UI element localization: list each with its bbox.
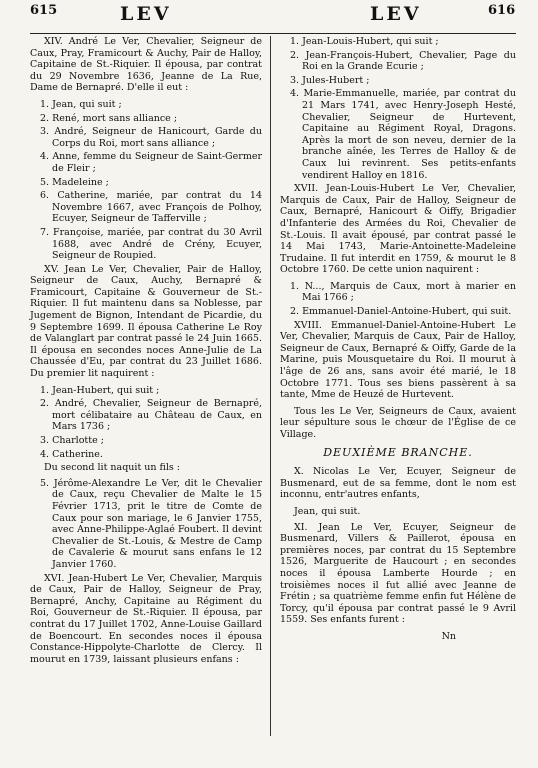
right-column-sub-0: 1. Jean-Louis-Hubert, qui suit ;	[290, 36, 439, 47]
right-column-para-12: XI. Jean Le Ver, Ecuyer, Seigneur de Busmenard, Villers & Paillerot, épousa en premières noces, par contrat du 15 Septembre 1526, Marguerite de Haucourt ; en secondes noces il épousa Lamberte Hourde ; en troisièmes noces il fut allié avec Jeanne de Frétin ; sa quatrième femme enfin fut Hélène de Torcy, qu'il épousa par contrat passé le 9 Avril 1559. Ses enfants furent :	[280, 521, 516, 626]
left-column-sub-6: 6. Catherine, mariée, par contrat du 14 Novembre 1667, avec François de Polhoy, Ecuyer, Seigneur de Tafferville ;	[40, 190, 262, 225]
right-column-sub-1: 2. Jean-François-Hubert, Chevalier, Page du Roi en la Grande Ecurie ;	[290, 49, 516, 73]
left-column-sub-1: 1. Jean, qui suit ;	[40, 98, 122, 110]
left-column-sub-14: 5. Jérôme-Alexandre Le Ver, dit le Chevalier de Caux, reçu Chevalier de Malte le 15 Février 1713, prit le titre de Comte de Caux pour son mariage, le 6 Janvier 1755, avec Anne-Philippe-Aglaé Foubert. Il devint Chevalier de St.-Louis, & Mestre de Camp de Cavalerie & mourut sans enfans le 12 Janvier 1760.	[40, 477, 262, 570]
left-column-plain-13: Du second lit naquit un fils :	[44, 462, 181, 474]
left-page-number: 615	[30, 3, 58, 18]
right-column-catch-13: Nn	[441, 630, 456, 642]
left-running-head: LEV	[120, 3, 172, 25]
left-column-para-0: XIV. André Le Ver, Chevalier, Seigneur de Caux, Pray, Framicourt & Auchy, Pair de Halloy, Capitaine de St.-Riquier. Il épousa, par contrat du 29 Novembre 1636, Jeanne de La Rue, Dame de Bernapré. D'elle il eut :	[30, 36, 262, 94]
left-column-para-15: XVI. Jean-Hubert Le Ver, Chevalier, Marquis de Caux, Pair de Halloy, Seigneur de Pray, Bernapré, Anchy, Capitaine au Régiment du Roi, Gouverneur de St.-Riquier. Il épousa, par contrat du 17 Juillet 1702, Anne-Louise Gaillard de Boencourt. En secondes noces il épousa Constance-Hippolyte-Charlotte de Clercy. Il mourut en 1739, laissant plusieurs enfans :	[30, 572, 262, 665]
left-column-sub-10: 2. André, Chevalier, Seigneur de Bernapré, mort célibataire au Château de Caux, en Mars 1736 ;	[40, 398, 262, 433]
right-column-branch-9: DEUXIÈME BRANCHE.	[323, 445, 473, 459]
left-column-sub-4: 4. Anne, femme du Seigneur de Saint-Germer de Fleir ;	[40, 151, 262, 174]
right-column-sub-6: 2. Emmanuel-Daniel-Antoine-Hubert, qui suit.	[290, 306, 512, 318]
right-column-para-8: Tous les Le Ver, Seigneurs de Caux, avaient leur sépulture sous le chœur de l'Église de ce Village.	[280, 405, 516, 440]
right-running-head: LEV	[370, 3, 422, 25]
right-column-sub-2: 3. Jules-Hubert ;	[290, 74, 370, 86]
left-column-sub-9: 1. Jean-Hubert, qui suit ;	[40, 384, 160, 396]
header-rule	[30, 33, 516, 34]
right-column-sub-5: 1. N..., Marquis de Caux, mort à marier en Mai 1766 ;	[290, 280, 516, 304]
right-column-sub-3: 4. Marie-Emmanuelle, mariée, par contrat du 21 Mars 1741, avec Henry-Joseph Hesté, Chevalier, Seigneur de Hurtevent, Capitaine au Régiment Royal, Dragons. Après la mort de son neveu, dernier de la branche aînée, les Terres de Halloy & de Caux lui revinrent. Ses petits-enfants vendirent Halloy en 1816.	[290, 88, 516, 181]
left-column-sub-12: 4. Catherine.	[40, 448, 103, 460]
left-column-sub-3: 3. André, Seigneur de Hanicourt, Garde du Corps du Roi, mort sans alliance ;	[40, 126, 262, 149]
right-page-number: 616	[488, 3, 516, 18]
right-column-plain-11: Jean, qui suit.	[294, 505, 361, 517]
right-column-para-4: XVII. Jean-Louis-Hubert Le Ver, Chevalier, Marquis de Caux, Pair de Halloy, Seigneur de Caux, Bernapré, Hanicourt & Oiffy, Brigadier d'Infanterie des Armées du Roi, Chevalier de St.-Louis. Il avait épousé, par contrat passé le 14 Mai 1743, Marie-Antoinette-Madeleine Trudaine. Il fut interdit en 1759, & mourut le 8 Octobre 1760. De cette union naquirent :	[280, 183, 516, 276]
left-column-para-8: XV. Jean Le Ver, Chevalier, Pair de Halloy, Seigneur de Caux, Auchy, Bernapré & Framicourt, Capitaine & Gouverneur de St.-Riquier. Il fut maintenu dans sa Noblesse, par Jugement de Bignon, Intendant de Picardie, du 9 Septembre 1699. Il épousa Catherine Le Roy de Valanglart par contrat passé le 24 Juin 1665. Il épousa en secondes noces Anne-Julie de La Chaussée d'Eu, par contrat du 23 Juillet 1686. Du premier lit naquirent :	[30, 263, 262, 380]
left-column	[30, 36, 262, 670]
left-column-sub-11: 3. Charlotte ;	[40, 435, 104, 446]
right-column-para-10: X. Nicolas Le Ver, Ecuyer, Seigneur de Busmenard, eut de sa femme, dont le nom est inconnu, entr'autres enfants,	[280, 466, 516, 501]
column-divider	[270, 36, 271, 736]
left-column-sub-5: 5. Madeleine ;	[40, 176, 109, 188]
right-column-para-7: XVIII. Emmanuel-Daniel-Antoine-Hubert Le Ver, Chevalier, Marquis de Caux, Pair de Halloy, Seigneur de Caux, Bernapré & Oiffy, Garde de la Marine, puis Mousquetaire du Roi. Il mourut à l'âge de 26 ans, sans avoir été marié, le 18 Octobre 1771. Tous ses biens passèrent à sa tante, Mme de Heuzé de Hurtevent.	[280, 319, 516, 401]
left-column-sub-2: 2. René, mort sans alliance ;	[40, 112, 178, 124]
left-column-sub-7: 7. Françoise, mariée, par contrat du 30 Avril 1688, avec André de Crény, Ecuyer, Seigneur de Roupied.	[40, 226, 262, 262]
right-column	[280, 36, 516, 652]
